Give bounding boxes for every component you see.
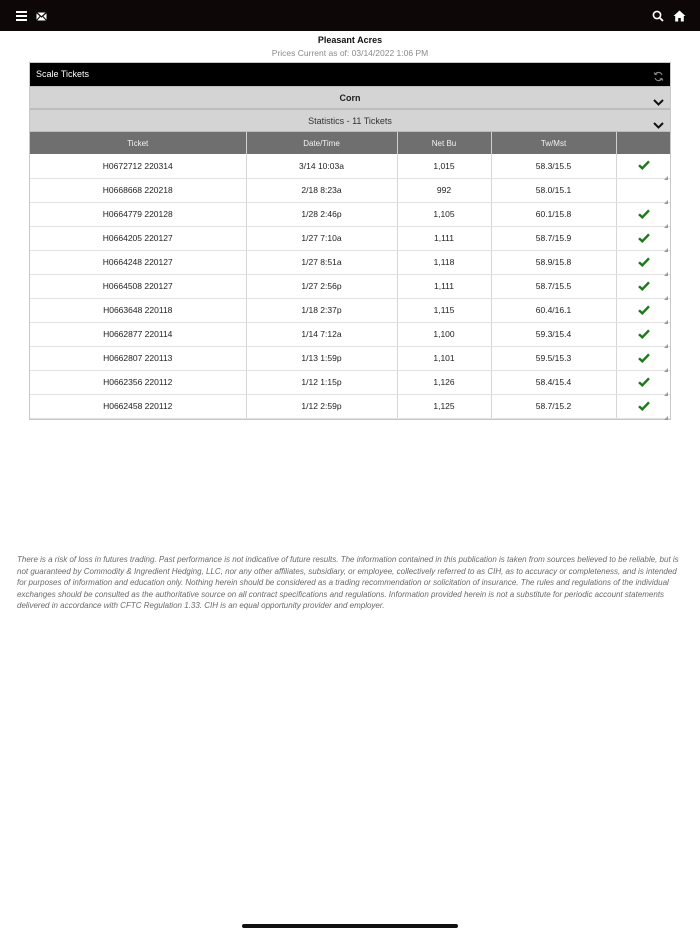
home-indicator[interactable] <box>242 924 458 928</box>
search-icon[interactable] <box>648 6 668 26</box>
datetime-cell: 1/13 1:59p <box>246 346 397 370</box>
datetime-cell: 2/18 8:23a <box>246 178 397 202</box>
disclaimer-text: There is a risk of loss in futures trading. Past performance is not indicative of future results. The information contained in this publication is taken from sources believed to be reliable, but is not guaranteed by Commodity & Ingredient Hedging, LLC, nor any other affiliates, subsidiary, or employee, collectively referred to as CIH, as to accuracy or completeness, and is intended for purposes of information and education only. Nothing herein should be considered as a trading recommendation or solicitation of insurance. The rules and regulations of the individual exchanges should be consulted as the authoritative source on all contract specifications and regulations. Information provided herein is not a substitute for periodic account statements delivered in accordance with CFTC Regulation 1.33. CIH is an equal opportunity provider and employer. <box>17 555 679 610</box>
chevron-down-icon[interactable] <box>653 116 664 125</box>
tw-mst-cell: 58.7/15.2 <box>491 394 616 418</box>
ticket-cell: H0662877 220114 <box>30 322 246 346</box>
checkmark-icon <box>638 401 650 411</box>
crop-label: Corn <box>339 93 361 103</box>
checkmark-icon <box>638 257 650 267</box>
table-row[interactable] <box>30 202 670 226</box>
status-cell <box>616 394 670 418</box>
resize-corner-icon <box>664 316 668 320</box>
prices-current-timestamp: Prices Current as of: 03/14/2022 1:06 PM <box>271 48 429 58</box>
statistics-toggle[interactable] <box>30 109 670 132</box>
table-row[interactable] <box>30 226 670 250</box>
tw-mst-cell: 58.7/15.9 <box>491 226 616 250</box>
column-header-tw-mst[interactable]: Tw/Mst <box>491 132 616 154</box>
checkmark-icon <box>638 233 650 243</box>
datetime-cell: 3/14 10:03a <box>246 154 397 178</box>
checkmark-icon <box>638 377 650 387</box>
table-row[interactable] <box>30 274 670 298</box>
net-bu-cell: 1,118 <box>397 250 491 274</box>
datetime-cell: 1/14 7:12a <box>246 322 397 346</box>
net-bu-cell: 1,105 <box>397 202 491 226</box>
status-cell <box>616 202 670 226</box>
net-bu-cell: 1,111 <box>397 274 491 298</box>
column-header-ticket[interactable]: Ticket <box>30 132 246 154</box>
tw-mst-cell: 60.4/16.1 <box>491 298 616 322</box>
farm-name: Pleasant Acres <box>317 35 383 45</box>
ticket-cell: H0663648 220118 <box>30 298 246 322</box>
net-bu-cell: 1,100 <box>397 322 491 346</box>
tw-mst-cell: 59.5/15.3 <box>491 346 616 370</box>
net-bu-cell: 1,115 <box>397 298 491 322</box>
resize-corner-icon <box>664 244 668 248</box>
panel-header <box>30 63 670 86</box>
status-cell <box>616 298 670 322</box>
tw-mst-cell: 58.3/15.5 <box>491 154 616 178</box>
table-row[interactable] <box>30 250 670 274</box>
checkmark-icon <box>638 209 650 219</box>
column-header-status <box>616 132 670 154</box>
datetime-cell: 1/12 1:15p <box>246 370 397 394</box>
ticket-cell: H0668668 220218 <box>30 178 246 202</box>
checkmark-icon <box>638 305 650 315</box>
table-row[interactable] <box>30 322 670 346</box>
status-cell <box>616 226 670 250</box>
page-header <box>0 35 700 59</box>
datetime-cell: 1/27 2:56p <box>246 274 397 298</box>
net-bu-cell: 1,111 <box>397 226 491 250</box>
refresh-icon[interactable] <box>653 69 664 80</box>
resize-corner-icon <box>664 172 668 176</box>
status-cell <box>616 274 670 298</box>
tw-mst-cell: 58.7/15.5 <box>491 274 616 298</box>
tw-mst-cell: 58.0/15.1 <box>491 178 616 202</box>
column-header-datetime[interactable]: Date/Time <box>246 132 397 154</box>
checkmark-icon <box>638 160 650 170</box>
tw-mst-cell: 58.9/15.8 <box>491 250 616 274</box>
ticket-cell: H0664248 220127 <box>30 250 246 274</box>
status-cell <box>616 178 670 202</box>
ticket-cell: H0664508 220127 <box>30 274 246 298</box>
scale-tickets-table <box>30 132 670 419</box>
resize-corner-icon <box>664 292 668 296</box>
resize-corner-icon <box>664 412 668 416</box>
ticket-cell: H0664205 220127 <box>30 226 246 250</box>
ticket-cell: H0662807 220113 <box>30 346 246 370</box>
crop-selector[interactable] <box>30 86 670 109</box>
checkmark-icon <box>638 353 650 363</box>
status-cell <box>616 370 670 394</box>
net-bu-cell: 1,125 <box>397 394 491 418</box>
checkmark-icon <box>638 329 650 339</box>
net-bu-cell: 1,015 <box>397 154 491 178</box>
table-row[interactable] <box>30 178 670 202</box>
checkmark-icon <box>638 281 650 291</box>
resize-corner-icon <box>664 220 668 224</box>
menu-icon[interactable] <box>11 6 31 26</box>
home-icon[interactable] <box>669 6 689 26</box>
datetime-cell: 1/27 7:10a <box>246 226 397 250</box>
statistics-label: Statistics - 11 Tickets <box>308 116 392 126</box>
datetime-cell: 1/18 2:37p <box>246 298 397 322</box>
status-cell <box>616 322 670 346</box>
ticket-cell: H0672712 220314 <box>30 154 246 178</box>
table-row[interactable] <box>30 154 670 178</box>
datetime-cell: 1/12 2:59p <box>246 394 397 418</box>
table-row[interactable] <box>30 346 670 370</box>
net-bu-cell: 1,126 <box>397 370 491 394</box>
status-cell <box>616 154 670 178</box>
datetime-cell: 1/27 8:51a <box>246 250 397 274</box>
top-navigation-bar <box>0 0 700 31</box>
resize-corner-icon <box>664 388 668 392</box>
column-header-net-bu[interactable]: Net Bu <box>397 132 491 154</box>
datetime-cell: 1/28 2:46p <box>246 202 397 226</box>
table-row[interactable] <box>30 394 670 418</box>
status-cell <box>616 346 670 370</box>
ticket-cell: H0664779 220128 <box>30 202 246 226</box>
table-row[interactable] <box>30 298 670 322</box>
net-bu-cell: 1,101 <box>397 346 491 370</box>
mail-icon[interactable] <box>31 6 51 26</box>
resize-corner-icon <box>664 268 668 272</box>
resize-corner-icon <box>664 340 668 344</box>
resize-corner-icon <box>664 364 668 368</box>
net-bu-cell: 992 <box>397 178 491 202</box>
status-cell <box>616 250 670 274</box>
chevron-down-icon[interactable] <box>653 93 664 102</box>
tw-mst-cell: 58.4/15.4 <box>491 370 616 394</box>
scale-tickets-panel <box>29 62 671 420</box>
tw-mst-cell: 59.3/15.4 <box>491 322 616 346</box>
panel-title: Scale Tickets <box>36 69 90 79</box>
table-row[interactable] <box>30 370 670 394</box>
ticket-cell: H0662458 220112 <box>30 394 246 418</box>
table-header-row <box>30 132 670 154</box>
tw-mst-cell: 60.1/15.8 <box>491 202 616 226</box>
resize-corner-icon <box>664 196 668 200</box>
ticket-cell: H0662356 220112 <box>30 370 246 394</box>
